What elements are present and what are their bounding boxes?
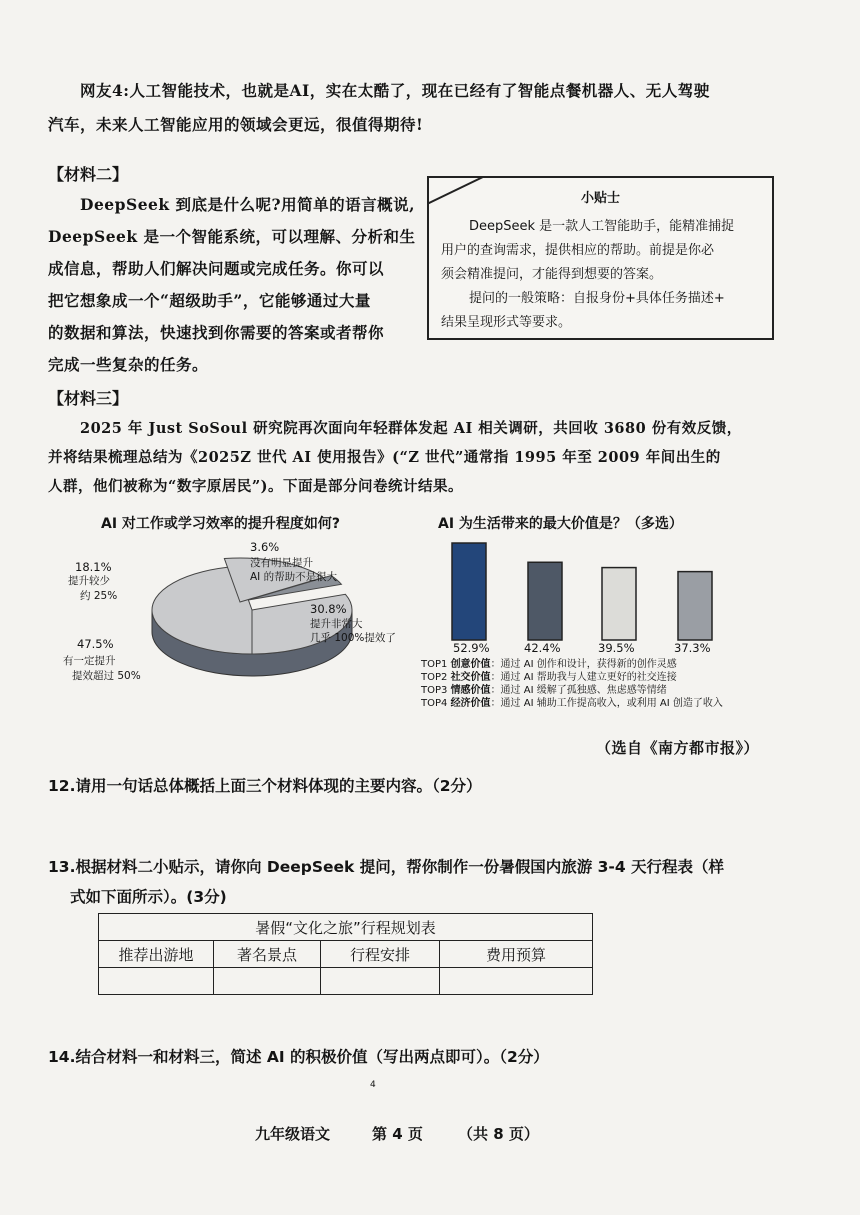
material2-line-5: 的数据和算法，快速找到你需要的答案或者帮你 [48,323,385,342]
pie-label-47-a: 有一定提升 [63,655,116,667]
bar-2 [528,562,562,640]
material3-line-3: 人群，他们被称为“数字原居民”)。下面是部分问卷统计结果。 [48,478,464,495]
material2-line-3: 成信息，帮助人们解决问题或完成任务。你可以 [48,259,385,278]
material3-heading: 【材料三】 [48,389,129,408]
tip-line-1: DeepSeek 是一款人工智能助手，能精准捕捉 [469,219,735,234]
tip-title: 小贴士 [580,191,620,206]
pie-label-18-b: 约 25% [80,590,118,602]
pie-chart [40,530,440,710]
pie-label-3-a: 没有明显提升 [250,557,313,569]
itinerary-col-attractions: 著名景点 [214,941,321,968]
material2-heading: 【材料二】 [48,165,129,184]
pie-label-3-b: AI 的帮助不是很大 [250,571,338,583]
pie-label-47-b: 提效超过 50% [72,670,141,682]
material2-line-6: 完成一些复杂的任务。 [48,355,209,374]
pie-label-30-b: 几乎 100%提效了 [310,632,396,644]
pie-pct-47: 47.5% [77,637,114,651]
bar-legend [421,658,723,710]
bar-value-label-4: 37.3% [674,641,711,655]
legend-row-2: TOP2 社交价值：通过 AI 帮助我与人建立更好的社交连接 [421,672,677,683]
material2-line-1: DeepSeek 到底是什么呢?用简单的语言概说, [80,195,416,214]
footer-total: （共 8 页） [458,1125,539,1143]
bar-value-label-3: 39.5% [598,641,635,655]
itinerary-col-schedule: 行程安排 [321,941,440,968]
material1-line-2: 汽车，未来人工智能应用的领域会更远，很值得期待! [48,115,424,134]
material3-line-2: 并将结果梳理总结为《2025Z 世代 AI 使用报告》(“Z 世代”通常指 1995 年至 2009 年间出生的 [48,449,721,466]
material3-line-1: 2025 年 Just SoSoul 研究院再次面向年轻群体发起 AI 相关调研，共回收 3680 份有效反馈， [80,420,742,437]
bar-value-label-1: 52.9% [453,641,490,655]
question-13-line-1: 13.根据材料二小贴示，请你向 DeepSeek 提问，帮你制作一份暑假国内旅游 3-4 天行程表（样 [48,858,725,876]
legend-row-3: TOP3 情感价值：通过 AI 缓解了孤独感、焦虑感等情绪 [421,685,667,696]
pie-pct-30: 30.8% [310,602,347,616]
pie-label-30-a: 提升非常大 [310,618,363,630]
tip-line-2: 用户的查询需求，提供相应的帮助。前提是你必 [441,243,715,258]
question-13-line-2: 式如下面所示）。(3分) [70,888,227,906]
itinerary-table-title: 暑假“文化之旅”行程规划表 [99,914,593,941]
pie-label-18-a: 提升较少 [68,575,110,587]
bar-value-label-2: 42.4% [524,641,561,655]
itinerary-col-budget: 费用预算 [440,941,593,968]
bar-1 [452,543,486,640]
bar-chart [430,535,750,655]
material1-line-1: 网友4:人工智能技术，也就是AI，实在太酷了，现在已经有了智能点餐机器人、无人驾驶 [80,81,710,100]
itinerary-cell-budget[interactable] [440,968,593,995]
legend-row-1: TOP1 创意价值：通过 AI 创作和设计，获得新的创作灵感 [421,659,677,670]
question-12: 12.请用一句话总体概括上面三个材料体现的主要内容。（2分） [48,777,482,795]
pie-pct-3: 3.6% [250,540,280,554]
legend-row-4: TOP4 经济价值：通过 AI 辅助工作提高收入，或利用 AI 创造了收入 [421,698,723,709]
bar-chart-title: AI 为生活带来的最大价值是？（多选） [438,516,683,532]
tip-line-3: 须会精准提问，才能得到想要的答案。 [441,267,663,282]
pie-chart-title: AI 对工作或学习效率的提升程度如何? [101,516,341,532]
source-citation: （选自《南方都市报》） [596,739,760,757]
tip-line-4: 提问的一般策略：自报身份+具体任务描述+ [469,291,725,306]
page-mark: 4 [370,1080,376,1090]
bar-3 [602,568,636,640]
bar-4 [678,572,712,640]
footer-page: 第 4 页 [372,1125,423,1143]
material2-line-4: 把它想象成一个“超级助手”，它能够通过大量 [48,291,371,310]
tip-line-5: 结果呈现形式等要求。 [441,315,572,330]
footer-subject: 九年级语文 [255,1125,331,1143]
itinerary-col-destination: 推荐出游地 [99,941,214,968]
itinerary-cell-destination[interactable] [99,968,214,995]
tip-box [427,176,774,340]
itinerary-table [98,913,593,995]
itinerary-cell-attractions[interactable] [214,968,321,995]
material2-line-2: DeepSeek 是一个智能系统，可以理解、分析和生 [48,227,416,246]
pie-pct-18: 18.1% [75,560,112,574]
itinerary-cell-schedule[interactable] [321,968,440,995]
question-14: 14.结合材料一和材料三，简述 AI 的积极价值（写出两点即可）。（2分） [48,1048,549,1066]
